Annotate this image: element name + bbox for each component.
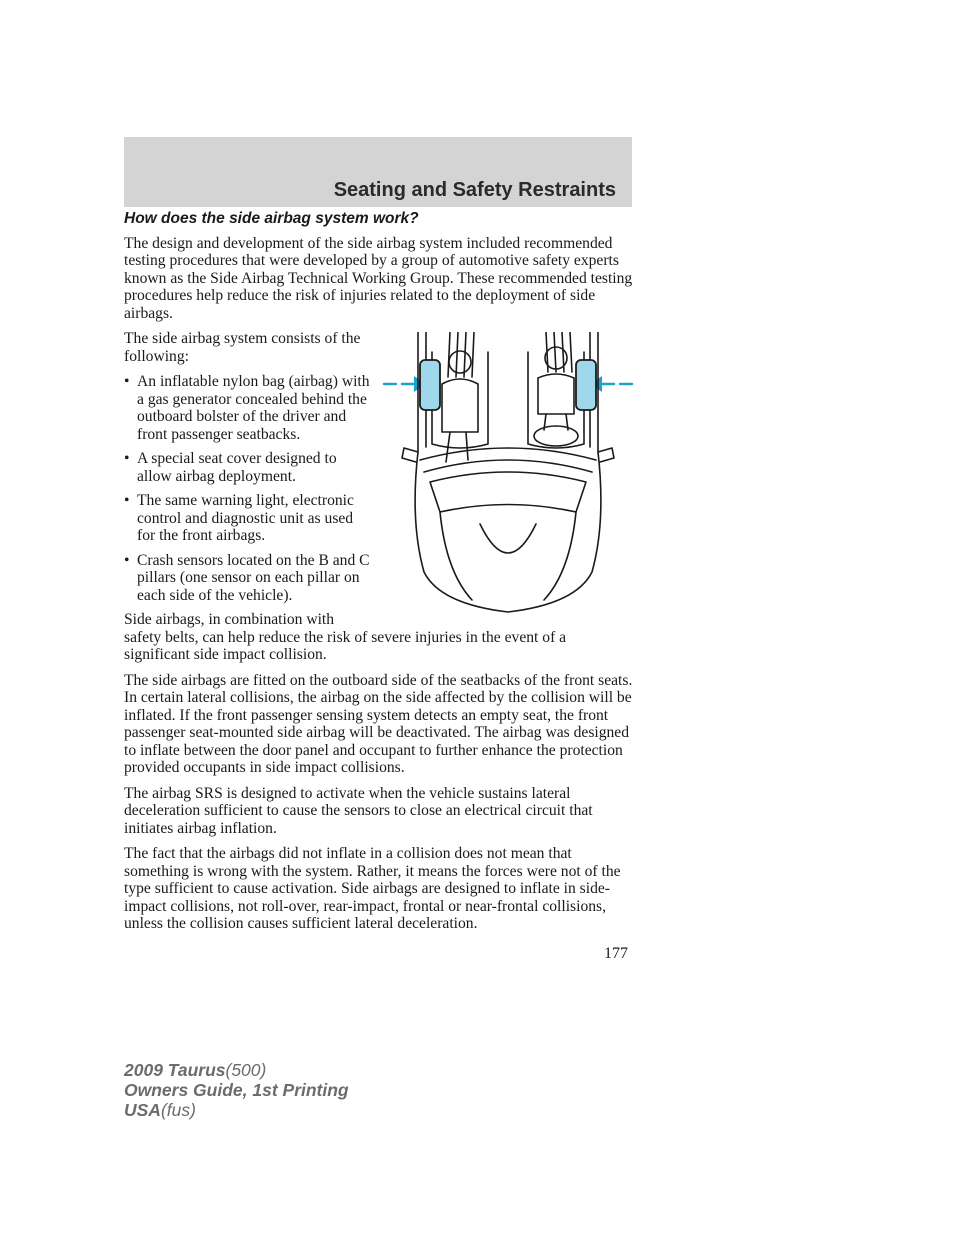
consists-paragraph: The side airbag system consists of the following: (124, 330, 361, 365)
bullet-icon: • (124, 551, 130, 569)
list-item: • A special seat cover designed to allow airbag deployment. (124, 450, 337, 485)
bullet-icon: • (124, 492, 130, 509)
subheading: How does the side airbag system work? (124, 210, 419, 227)
list-item: • The same warning light, electronic control and diagnostic unit as used for the front airbags. (124, 492, 354, 544)
section-title: Seating and Safety Restraints (333, 179, 616, 201)
activate-paragraph: The airbag SRS is designed to activate when the vehicle sustains lateral deceleration sufficient to cause the sensors to close an electrical circuit that initiates airbag inflation. (124, 784, 593, 837)
bullet-icon: • (124, 373, 130, 390)
fact-paragraph: The fact that the airbags did not inflate in a collision does not mean that something is wrong with the system. Rather, it means the forces were not of the type sufficient to cause activation. Side airbags are designed to inflate in side-impact collisions, not roll-over, rear-impact, frontal or near-frontal collisions, unless the collision causes sufficient lateral deceleration. (124, 845, 621, 932)
footer (124, 1060, 349, 1120)
page-content (124, 210, 634, 941)
footer-line-2: Owners Guide, 1st Printing (124, 1080, 349, 1100)
bullet-icon: • (124, 450, 130, 467)
fitted-paragraph: The side airbags are fitted on the outboard side of the seatbacks of the front seats. In certain lateral collisions, the airbag on the side affected by the collision will be inflated. If the front passenger sensing system detects an empty seat, the front passenger seat-mounted side airbag will be deactivated. The airbag was designed to inflate between the door panel and occupant to further enhance the protection provided occupants in side impact collisions. (124, 671, 633, 776)
list-item: • An inflatable nylon bag (airbag) with a gas generator concealed behind the outboard bolster of the driver and front passenger seatbacks. (124, 373, 370, 443)
footer-line-3: USA(fus) (124, 1100, 196, 1120)
header-band (124, 137, 632, 207)
page-number: 177 (604, 945, 628, 962)
combination-paragraph: Side airbags, in combination with safety belts, can help reduce the risk of severe injuries in the event of a significant side impact collision. (124, 611, 567, 663)
footer-line-1: 2009 Taurus(500) (124, 1060, 267, 1080)
list-item: • Crash sensors located on the B and C pillars (one sensor on each pillar on each side of the vehicle). (124, 551, 370, 604)
intro-paragraph: The design and development of the side airbag system included recommended testing procedures that were developed by a group of automotive safety experts known as the Side Airbag Technical Working Group. These recommended testing procedures help reduce the risk of injuries related to the deployment of side airbags. (124, 234, 633, 322)
